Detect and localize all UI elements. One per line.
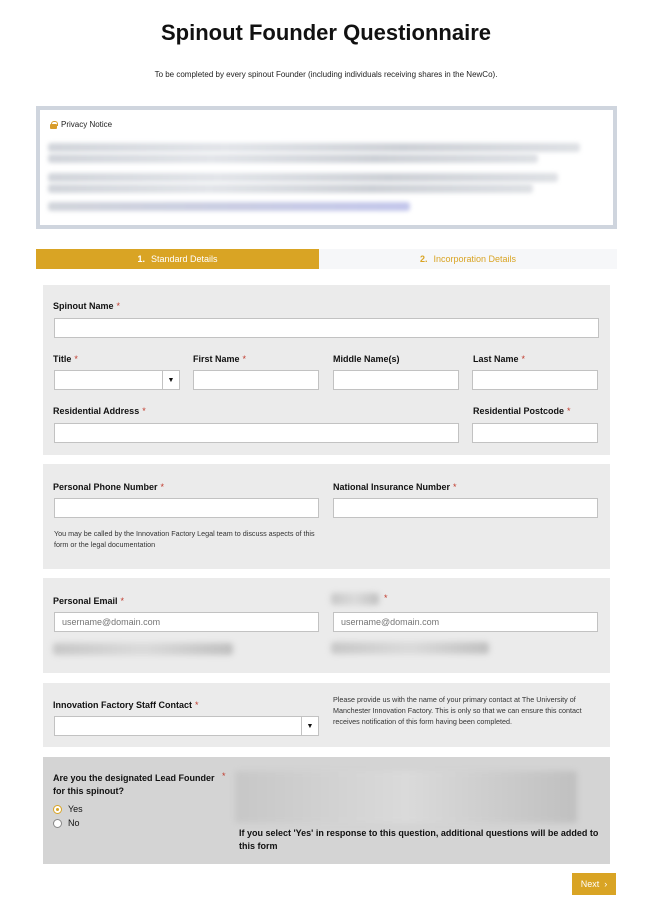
- blurred-text-line: [48, 154, 538, 163]
- chevron-down-icon: ▼: [162, 371, 179, 389]
- tab-label: Incorporation Details: [433, 254, 517, 264]
- chevron-right-icon: ›: [604, 879, 608, 889]
- contact-section: [43, 464, 610, 569]
- page-subtitle: To be completed by every spinout Founder (including individuals receiving shares in the NewCo).: [154, 70, 498, 79]
- second-email-required-marker: *: [384, 593, 388, 603]
- personal-details-section: [43, 285, 610, 455]
- next-button[interactable]: [572, 873, 616, 895]
- tab-number: 2.: [419, 254, 428, 264]
- ni-number-label: National Insurance Number *: [333, 482, 457, 492]
- chevron-down-icon: ▼: [301, 717, 318, 735]
- next-button-label: Next: [580, 879, 600, 889]
- first-name-label: First Name *: [193, 354, 247, 364]
- radio-unselected-icon[interactable]: [53, 819, 62, 828]
- blurred-text-line: [48, 184, 533, 193]
- radio-selected-icon[interactable]: [53, 805, 62, 814]
- staff-contact-help-text: Please provide us with the name of your primary contact at The University of Manchester Innovation Factory. This is only so that we can ensure this contact receives notification of this form having been completed.: [333, 695, 582, 726]
- middle-names-input[interactable]: [333, 370, 459, 390]
- lead-founder-section: [43, 757, 610, 864]
- lead-founder-option-no[interactable]: [53, 818, 80, 828]
- last-name-label: Last Name *: [473, 354, 526, 364]
- spinout-name-label: Spinout Name *: [53, 301, 121, 311]
- personal-email-input[interactable]: [54, 612, 319, 632]
- option-label: No: [68, 818, 80, 828]
- email-section: [43, 578, 610, 673]
- staff-contact-select[interactable]: [54, 716, 319, 736]
- tab-number: 1.: [137, 254, 145, 264]
- blurred-label: [331, 593, 379, 605]
- first-name-input[interactable]: [193, 370, 319, 390]
- title-label: Title *: [53, 354, 78, 364]
- blurred-link-line: [48, 202, 410, 211]
- tab-incorporation-details[interactable]: [319, 249, 617, 269]
- blurred-text-line: [48, 143, 580, 152]
- lock-icon: [50, 121, 57, 129]
- tab-standard-details[interactable]: [36, 249, 319, 269]
- ni-number-input[interactable]: [333, 498, 598, 518]
- privacy-notice-title: Privacy Notice: [61, 120, 113, 129]
- staff-contact-section: [43, 683, 610, 747]
- lead-founder-note: If you select 'Yes' in response to this question, additional questions will be added to this form: [239, 828, 599, 851]
- blurred-content-block: [235, 771, 577, 823]
- phone-input[interactable]: [54, 498, 319, 518]
- phone-label: Personal Phone Number *: [53, 482, 165, 492]
- spinout-name-input[interactable]: [54, 318, 599, 338]
- last-name-input[interactable]: [472, 370, 598, 390]
- privacy-notice: [36, 106, 617, 229]
- lead-founder-question: Are you the designated Lead Founder for this spinout?: [53, 773, 215, 796]
- option-label: Yes: [68, 804, 83, 814]
- blurred-help-text: [53, 643, 233, 655]
- page-title: Spinout Founder Questionnaire: [161, 20, 491, 45]
- privacy-notice-header: [50, 120, 112, 129]
- second-email-input[interactable]: [333, 612, 598, 632]
- residential-postcode-input[interactable]: [472, 423, 598, 443]
- residential-address-input[interactable]: [54, 423, 459, 443]
- staff-contact-label: Innovation Factory Staff Contact *: [53, 700, 199, 710]
- blurred-help-text: [331, 642, 489, 654]
- lead-founder-required-marker: *: [222, 771, 226, 781]
- tab-label: Standard Details: [150, 254, 218, 264]
- phone-help-text: You may be called by the Innovation Factory Legal team to discuss aspects of this form or the legal documentation: [54, 529, 315, 549]
- residential-postcode-label: Residential Postcode *: [473, 406, 571, 416]
- title-select[interactable]: [54, 370, 180, 390]
- residential-address-label: Residential Address *: [53, 406, 146, 416]
- blurred-text-line: [48, 173, 558, 182]
- middle-names-label: Middle Name(s): [333, 354, 400, 364]
- personal-email-label: Personal Email *: [53, 596, 125, 606]
- lead-founder-option-yes[interactable]: [53, 804, 83, 814]
